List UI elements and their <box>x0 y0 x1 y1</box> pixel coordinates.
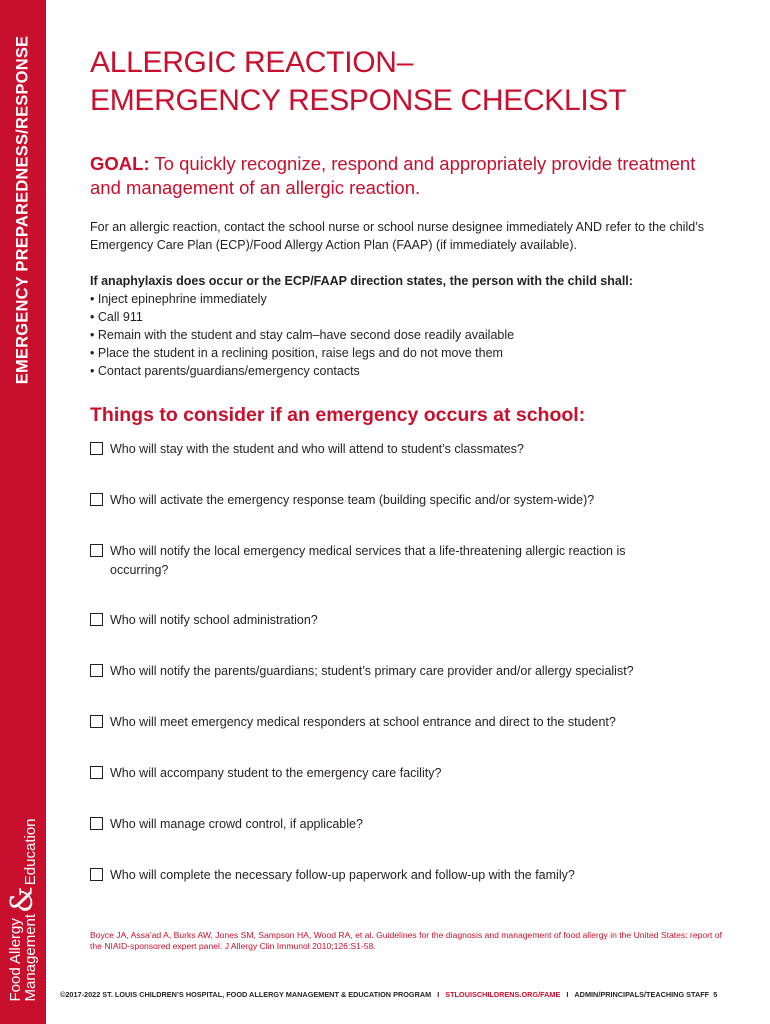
checklist-text: Who will notify school administration? <box>110 613 318 627</box>
section-tab <box>0 0 46 420</box>
reference-citation: Boyce JA, Assa’ad A, Burks AW, Jones SM, Sampson HA, Wood RA, et al. Guidelines for the diagnosis and management of food allergy in the United States: report of the NIAID-sponsored expert panel. J Allergy Clin Immunol 2010;126:S1-58. <box>90 930 722 951</box>
checkbox[interactable] <box>90 613 103 626</box>
page-number: 5 <box>713 990 718 999</box>
logo-line1: Food Allergy <box>7 918 24 1002</box>
checkbox[interactable] <box>90 544 103 557</box>
logo-line2: Management <box>22 913 39 1002</box>
goal-text: To quickly recognize, respond and appropriately provide treatment and management of an allergic reaction. <box>90 153 696 198</box>
step-item: • Place the student in a reclining position, raise legs and do not move them <box>90 344 720 362</box>
logo-word: Education <box>22 818 39 886</box>
checklist-text: Who will manage crowd control, if applicable? <box>110 817 363 831</box>
page-footer <box>60 990 740 1000</box>
checklist-text: Who will notify the parents/guardians; student’s primary care provider and/or allergy specialist? <box>110 664 634 678</box>
footer-audience: ADMIN/PRINCIPALS/TEACHING STAFF <box>574 990 710 999</box>
checkbox[interactable] <box>90 766 103 779</box>
checklist-text: Who will meet emergency medical responders at school entrance and direct to the student? <box>110 715 616 729</box>
sidebar <box>0 0 46 1024</box>
goal-statement <box>90 152 710 200</box>
footer-url-link[interactable]: STLOUISCHILDRENS.ORG/FAME <box>445 990 561 999</box>
checkbox[interactable] <box>90 493 103 506</box>
checklist-item <box>90 542 665 580</box>
program-logo <box>0 800 46 1020</box>
intro-paragraph: For an allergic reaction, contact the school nurse or school nurse designee immediately AND refer to the child’s Emergency Care Plan (ECP)/Food Allergy Action Plan (FAAP) (if immediately available). <box>90 220 704 252</box>
title-line1: ALLERGIC REACTION– <box>90 46 414 79</box>
considerations-heading: Things to consider if an emergency occurs at school: <box>90 404 586 426</box>
checklist-item <box>90 662 710 681</box>
logo-ampersand: & <box>5 886 40 913</box>
checklist-item <box>90 764 710 783</box>
goal-label: GOAL: <box>90 153 150 174</box>
page-title <box>90 44 730 120</box>
checkbox[interactable] <box>90 715 103 728</box>
footer-copyright: ©2017-2022 ST. LOUIS CHILDREN’S HOSPITAL, FOOD ALLERGY MANAGEMENT & EDUCATION PROGRAM <box>60 990 432 999</box>
checkbox[interactable] <box>90 442 103 455</box>
checkbox[interactable] <box>90 817 103 830</box>
checklist-text: Who will accompany student to the emergency care facility? <box>110 766 442 780</box>
checklist-text: Who will notify the local emergency medical services that a life-threatening allergic reaction is occurring? <box>110 544 626 577</box>
anaphylaxis-section <box>90 272 720 380</box>
checkbox[interactable] <box>90 868 103 881</box>
checklist-item <box>90 815 710 834</box>
section-title: EMERGENCY PREPAREDNESS/RESPONSE <box>13 35 32 385</box>
checklist-item <box>90 491 710 510</box>
checklist-item <box>90 611 710 630</box>
checklist-item <box>90 866 710 885</box>
checklist-text: Who will stay with the student and who will attend to student’s classmates? <box>110 442 524 456</box>
step-item: • Remain with the student and stay calm–have second dose readily available <box>90 326 720 344</box>
checklist-item <box>90 440 710 459</box>
step-item: • Call 911 <box>90 308 720 326</box>
checklist-text: Who will complete the necessary follow-up paperwork and follow-up with the family? <box>110 868 575 882</box>
footer-separator: I <box>566 990 569 999</box>
anaphylaxis-lead: If anaphylaxis does occur or the ECP/FAAP direction states, the person with the child shall: <box>90 274 633 288</box>
step-item: • Contact parents/guardians/emergency contacts <box>90 362 720 380</box>
checklist-text: Who will activate the emergency response team (building specific and/or system-wide)? <box>110 493 595 507</box>
title-line2: EMERGENCY RESPONSE CHECKLIST <box>90 84 627 117</box>
checkbox[interactable] <box>90 664 103 677</box>
checklist-item <box>90 713 710 732</box>
anaphylaxis-steps <box>90 290 720 380</box>
step-item: • Inject epinephrine immediately <box>90 290 720 308</box>
footer-separator: I <box>437 990 440 999</box>
